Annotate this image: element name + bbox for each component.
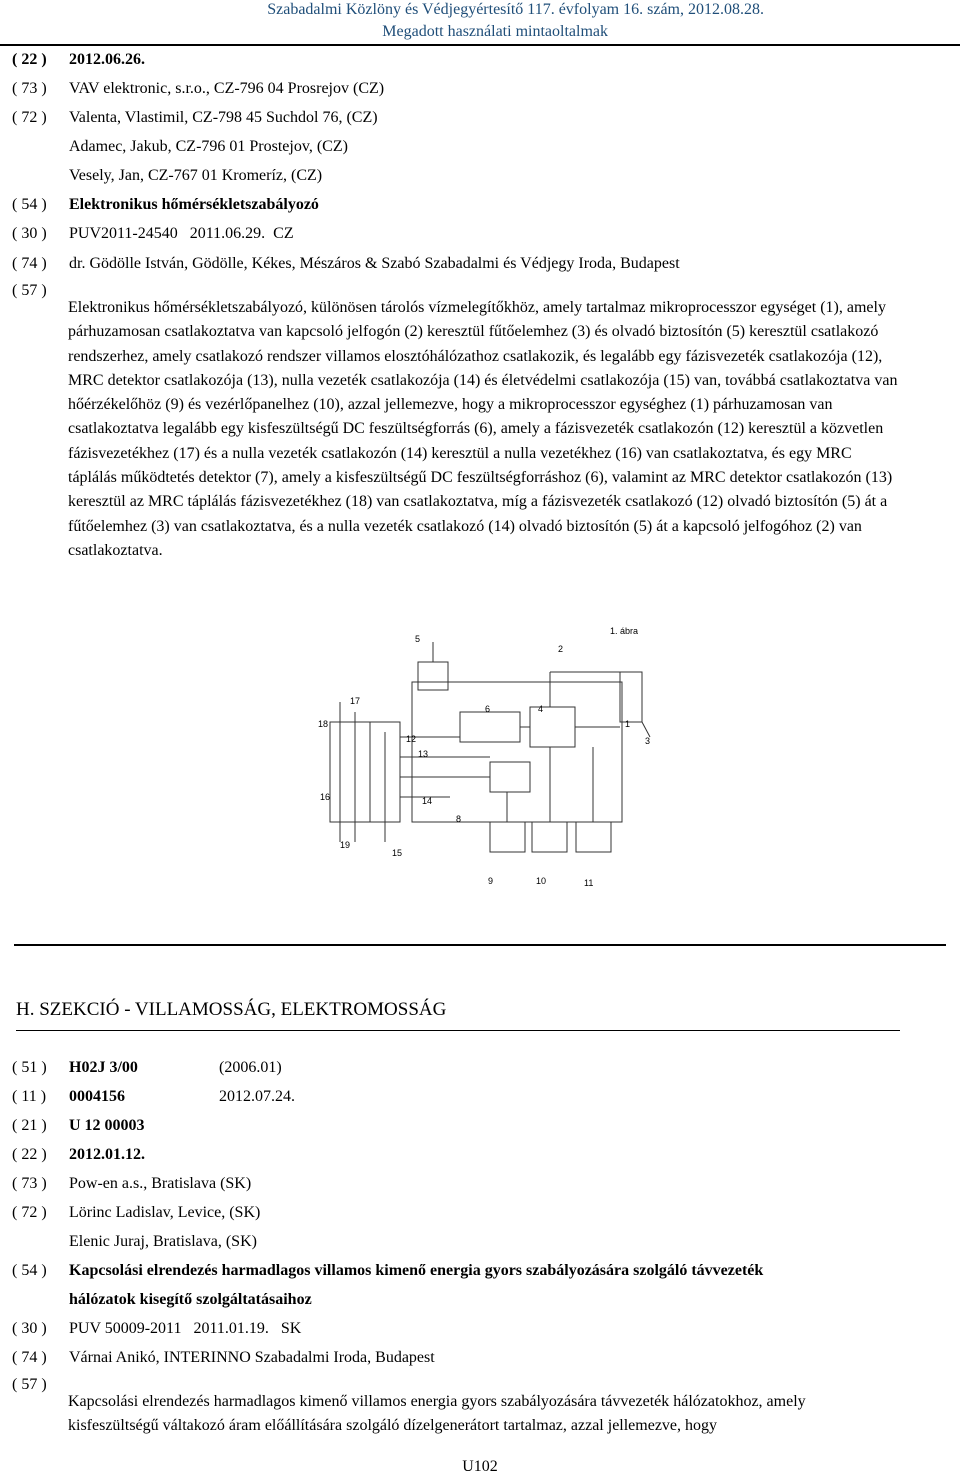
- figure-label: 17: [350, 696, 361, 706]
- figure-label: 11: [584, 878, 594, 888]
- figure-label: 12: [406, 734, 417, 744]
- figure-label: 2: [558, 644, 564, 654]
- heater-box: [620, 672, 642, 722]
- figure-label: 15: [392, 848, 403, 858]
- figure-label: 10: [536, 876, 547, 886]
- abstract-2: Kapcsolási elrendezés harmadlagos kimenő villamos energia gyors szabályozására távvezeték hálózatokhoz, amely kisfeszültségű váltakozó áram előállítására szolgáló dízelgenerátort tartalmaz, azzal jellemezve, hogy: [68, 1393, 806, 1435]
- section-header: Megadott használati mintaoltalmak: [382, 23, 608, 40]
- sensor-box: [490, 822, 525, 852]
- figure-label: 14: [422, 796, 433, 806]
- panel-box: [532, 822, 567, 852]
- section-title: H. SZEKCIÓ - VILLAMOSSÁG, ELEKTROMOSSÁG: [16, 999, 447, 1020]
- figure-label: 1: [625, 719, 631, 729]
- figure-label: 6: [485, 704, 491, 714]
- section-title-rule: [16, 1030, 900, 1031]
- figure-label: 9: [488, 876, 494, 886]
- fuse-box: [418, 662, 448, 690]
- mcu-box: [530, 707, 575, 747]
- figure-label: 5: [415, 634, 421, 644]
- figure-title: 1. ábra: [610, 626, 639, 636]
- mrc-box: [490, 762, 530, 792]
- circuit-figure: [300, 612, 680, 892]
- figure-label: 19: [340, 840, 351, 850]
- figure-label: 3: [645, 736, 651, 746]
- outer-block: [412, 682, 622, 822]
- figure-label: 13: [418, 749, 429, 759]
- page-number: U102: [462, 1458, 498, 1475]
- journal-header: Szabadalmi Közlöny és Védjegyértesítő 117. évfolyam 16. szám, 2012.08.28.: [267, 1, 764, 18]
- unit-box: [576, 822, 611, 852]
- figure-label: 8: [456, 814, 462, 824]
- figure-label: 18: [318, 719, 329, 729]
- section-divider: [14, 944, 946, 946]
- dc-source-box: [460, 712, 520, 742]
- header-rule: [0, 44, 960, 46]
- abstract-1: Elektronikus hőmérsékletszabályozó, különösen tárolós vízmelegítőkhöz, amely tartalmaz mikroprocesszor egységet (1), amely párhuzamosan csatlakoztatva van kapcsoló jelfogón (2) keresztül fűtőelemhez (3) és olvadó biztosítón (5) keresztül csatlakozó rendszerhez, amely csatlakozó rendszer villamos elosztóhálózathoz csatlakozik, és legalább egy fázisvezeték csatlakozója (12), MRC detektor csatlakozója (13), nulla vezeték csatlakozója (14) és életvédelmi csatlakozója (15) van, továbbá csatlakoztatva van hőérzékelőhöz (9) és vezérlőpanelhez (10), azzal jellemezve, hogy a mikroprocesszor egységhez (1) párhuzamosan van csatlakoztatva legalább egy kisfeszültségű DC feszültségforrás (6), amely a fázisvezeték csatlakozón (12) keresztül a közvetlen fázisvezetékhez (17) és a nulla vezeték csatlakozón (14) keresztül a nulla vezetékhez (16) van csatlakoztatva, és egy MRC táplálás működtetés detektor (7), amely a kisfeszültségű DC feszültségforráshoz (6), valamint az MRC detektor csatlakozón (13) keresztül az MRC táplálás fázisvezetékhez (18) van csatlakoztatva, míg a fázisvezeték csatlakozó (12) olvadó biztosítón (5) át a fűtőelemhez (3) van csatlakoztatva, és a nulla vezeték csatlakozó (14) olvadó biztosítón (5) át a kapcsoló jelfogóhoz (2) van csatlakoztatva.: [68, 299, 898, 559]
- figure-label: 4: [538, 704, 544, 714]
- figure-label: 16: [320, 792, 331, 802]
